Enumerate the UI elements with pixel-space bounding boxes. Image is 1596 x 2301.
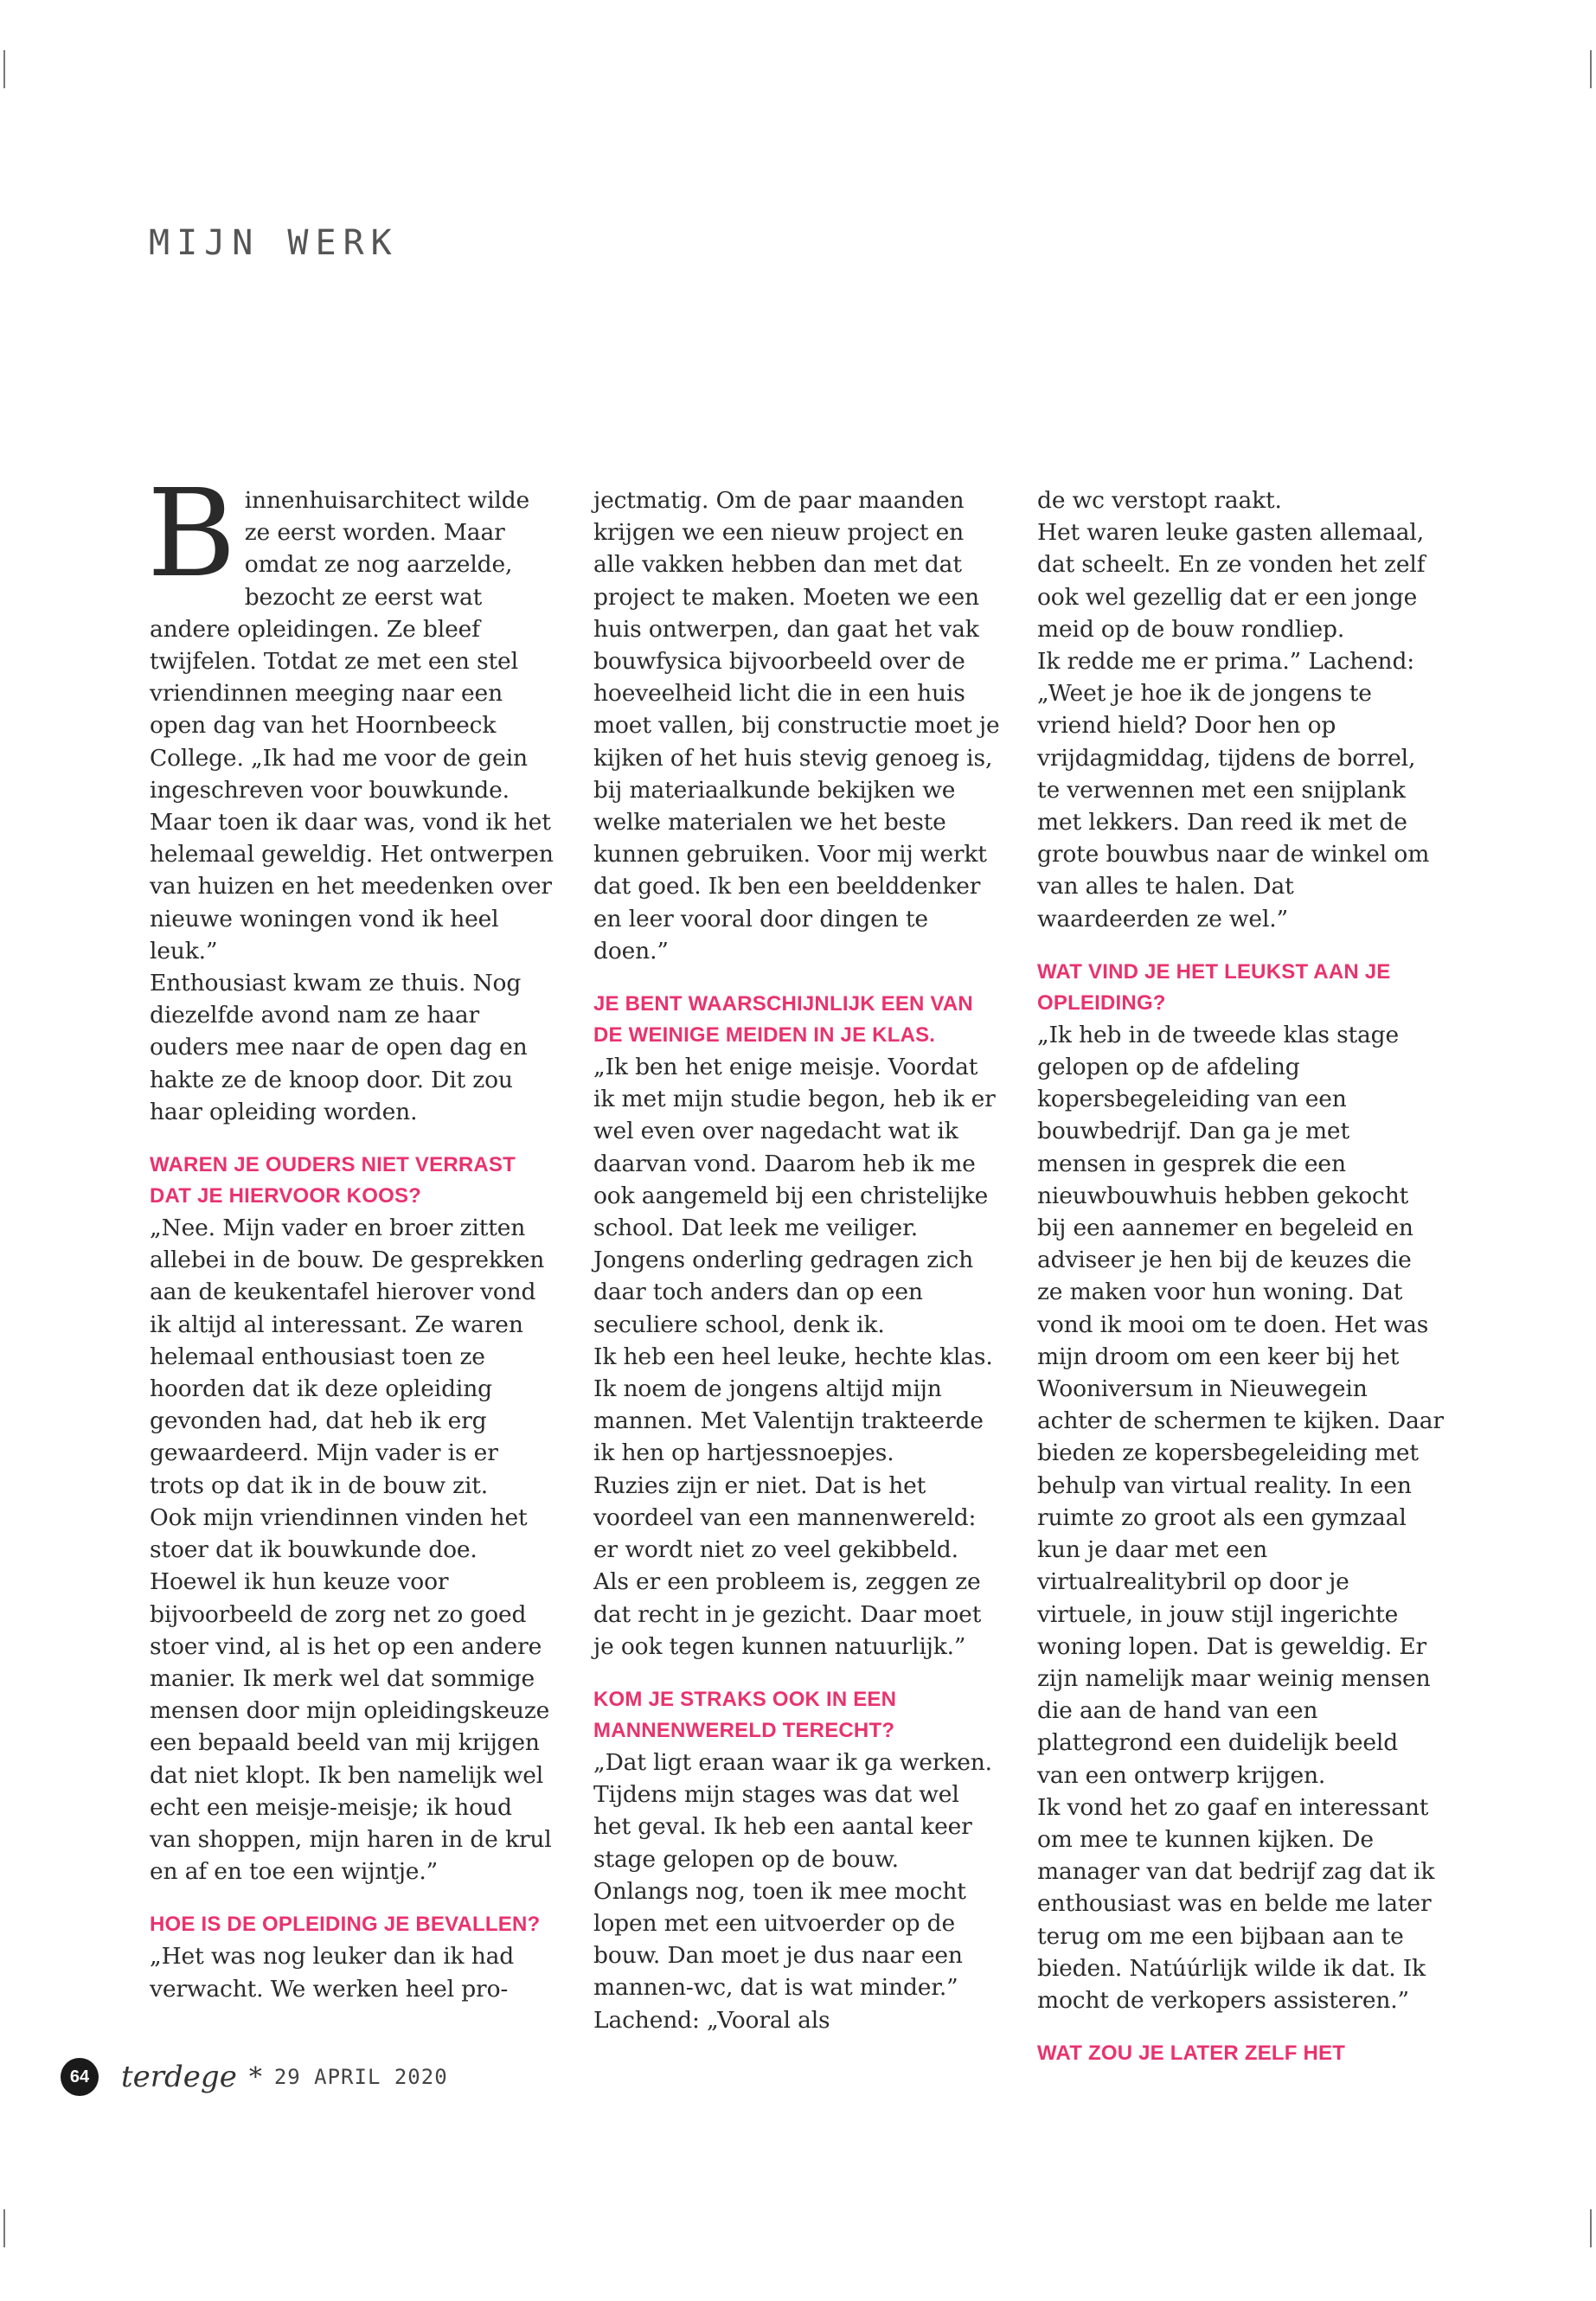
body-paragraph: Ik heb een heel leuke, hechte klas. Ik noem de jongens altijd mijn mannen. Met Valentijn trakteerde ik hen op hartjessnoepjes. xyxy=(593,1343,993,1467)
article-column-2 xyxy=(593,484,1000,2036)
crop-mark-bottom-right xyxy=(1590,2209,1592,2247)
body-paragraph: „Nee. Mijn vader en broer zitten allebei in de bouw. De gesprekken aan de keukentafel hierover vond ik altijd al interessant. Ze waren helemaal enthousiast toen ze hoorden dat ik deze opleiding gevonden had, dat heb ik erg gewaardeerd. Mijn vader is er trots op dat ik in de bouw zit. xyxy=(150,1215,545,1499)
body-paragraph: „Dat ligt eraan waar ik ga werken. Tijdens mijn stages was dat wel het geval. Ik heb een aantal keer stage gelopen op de bouw. Onlangs nog, toen ik mee mocht lopen met een uitvoerder op de bouw. Dan moet je dus naar een mannen-wc, dat is wat minder.” Lachend: „Vooral als xyxy=(593,1748,992,2034)
question-heading: KOM JE STRAKS OOK IN EEN MANNENWERELD TERECHT? xyxy=(593,1687,897,1742)
body-paragraph: de wc verstopt raakt. xyxy=(1037,487,1282,514)
intro-paragraph: Binnenhuisarchitect wilde ze eerst worden. Maar omdat ze nog aarzelde, bezocht ze eerst wat andere opleidingen. Ze bleef twijfelen. Totdat ze met een stel vriendinnen meeging naar een open dag van het Hoornbeeck College. „Ik had me voor de gein ingeschreven voor bouwkunde. Maar toen ik daar was, vond ik het helemaal geweldig. Het ontwerpen van huizen en het meedenken over nieuwe woningen vond ik heel leuk.” xyxy=(147,464,554,965)
body-paragraph: „Ik heb in de tweede klas stage gelopen op de afdeling kopersbegeleiding van een bouwbedrijf. Dan ga je met mensen in gesprek die een nieuwbouwhuis hebben gekocht bij een aannemer en begeleid en adviseer je hen bij de keuzes die ze maken voor hun woning. Dat vond ik mooi om te doen. Het was mijn droom om een keer bij het Wooniversum in Nieuwegein achter de schermen te kijken. Daar bieden ze kopersbegeleiding met behulp van virtual reality. In een ruimte zo groot als een gymzaal kun je daar met een virtualrealitybril op door je virtuele, in jouw stijl ingerichte woning lopen. Dat is geweldig. Er zijn namelijk maar weinig mensen die aan de hand van een plattegrond een duidelijk beeld van een ontwerp krijgen. xyxy=(1037,1021,1444,1789)
body-paragraph: jectmatig. Om de paar maanden krijgen we een nieuw project en alle vakken hebben dan met dat project te maken. Moeten we een huis ontwerpen, dan gaat het vak bouwfysica bijvoorbeeld over de hoeveelheid licht die in een huis moet vallen, bij constructie moet je kijken of het huis stevig genoeg is, bij materiaalkunde bekijken we welke materialen we het beste kunnen gebruiken. Voor mij werkt dat goed. Ik ben een beelddenker en leer vooral door dingen te doen.” xyxy=(593,487,1000,965)
dropcap: B xyxy=(147,464,236,605)
question-heading: WAT ZOU JE LATER ZELF HET xyxy=(1037,2041,1346,2066)
page-number-badge: 64 xyxy=(61,2058,99,2096)
body-paragraph: „Het was nog leuker dan ik had verwacht. We werken heel pro- xyxy=(150,1943,515,2003)
question-heading: WAREN JE OUDERS NIET VERRAST DAT JE HIERVOOR KOOS? xyxy=(150,1153,516,1208)
question-heading: WAT VIND JE HET LEUKST AAN JE OPLEIDING? xyxy=(1037,959,1391,1015)
body-paragraph: Ik vond het zo gaaf en interessant om mee te kunnen kijken. De manager van dat bedrijf zag dat ik enthousiast was en belde me later terug om me een bijbaan aan te bieden. Natúúrlijk wilde ik dat. Ik mocht de verkopers assisteren.” xyxy=(1037,1793,1435,2014)
question-heading: HOE IS DE OPLEIDING JE BEVALLEN? xyxy=(150,1913,541,1937)
body-paragraph: Ruzies zijn er niet. Dat is het voordeel van een mannenwereld: er wordt niet zo veel gekibbeld. Als er een probleem is, zeggen ze dat recht in je gezicht. Daar moet je ook tegen kunnen natuurlijk.” xyxy=(593,1471,982,1660)
body-paragraph: Enthousiast kwam ze thuis. Nog diezelfde avond nam ze haar ouders mee naar de open dag en hakte ze de knoop door. Dit zou haar opleiding worden. xyxy=(150,970,528,1125)
crop-mark-top-left xyxy=(3,50,5,88)
question-heading: JE BENT WAARSCHIJNLIJK EEN VAN DE WEINIGE MEIDEN IN JE KLAS. xyxy=(593,992,973,1048)
page-footer xyxy=(61,2055,448,2099)
crop-mark-bottom-left xyxy=(3,2209,5,2247)
body-paragraph: Ik redde me er prima.” Lachend: „Weet je hoe ik de jongens te vriend hield? Door hen op vrijdagmiddag, tijdens de borrel, te verwennen met een snijplank met lekkers. Dan reed ik met de grote bouwbus naar de winkel om van alles te halen. Dat waardeerden ze wel.” xyxy=(1037,648,1430,933)
article-column-3 xyxy=(1037,484,1444,2069)
article-column-1 xyxy=(147,464,556,2005)
body-paragraph: „Ik ben het enige meisje. Voordat ik met mijn studie begon, heb ik er wel even over nagedacht wat ik daarvan vond. Daarom heb ik me ook aangemeld bij een christelijke school. Dat leek me veiliger. Jongens onderling gedragen zich daar toch anders dan op een seculiere school, denk ik. xyxy=(593,1054,996,1338)
body-paragraph: Het waren leuke gasten allemaal, dat scheelt. En ze vonden het zelf ook wel gezellig dat er een jonge meid op de bouw rondliep. xyxy=(1037,519,1426,643)
issue-date: 29 APRIL 2020 xyxy=(273,2065,448,2089)
section-label: MIJN WERK xyxy=(149,223,399,263)
asterisk-icon: * xyxy=(248,2061,262,2093)
crop-mark-top-right xyxy=(1590,50,1592,88)
body-paragraph: Ook mijn vriendinnen vinden het stoer dat ik bouwkunde doe. Hoewel ik hun keuze voor bijvoorbeeld de zorg net zo goed stoer vind, al is het op een andere manier. Ik merk wel dat sommige mensen door mijn opleidingskeuze een bepaald beeld van mij krijgen dat niet klopt. Ik ben namelijk wel echt een meisje-meisje; ik houd van shoppen, mijn haren in de krul en af en toe een wijntje.” xyxy=(150,1503,552,1886)
magazine-logo: terdege xyxy=(121,2060,237,2094)
